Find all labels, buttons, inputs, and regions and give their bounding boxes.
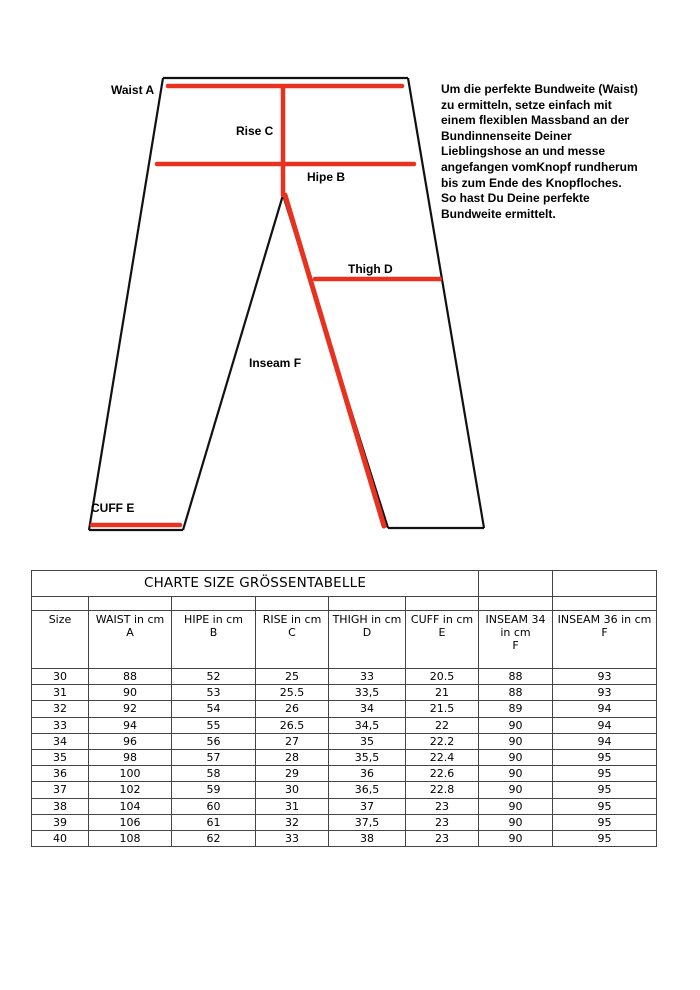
table-cell: 35,5 [329,749,406,765]
column-header-line1: WAIST in cm [95,613,165,626]
table-cell: 90 [479,814,553,830]
table-cell: 90 [479,798,553,814]
thigh-label: Thigh D [348,262,393,276]
column-header [479,611,553,669]
table-title [32,571,479,597]
table-title-text: CHARTE SIZE GRÖSSENTABELLE [143,575,367,591]
table-cell: 94 [553,701,657,717]
instruction-line: angefangen vomKnopf rundherum [441,159,638,174]
table-cell: 35 [32,749,89,765]
table-cell: 31 [256,798,329,814]
pants-outline [89,78,484,530]
waist-label: Waist A [111,83,155,97]
table-cell: 88 [479,685,553,701]
table-cell: 22.4 [406,749,479,765]
table-cell: 95 [553,830,657,846]
table-cell: 104 [89,798,172,814]
table-cell: 94 [553,717,657,733]
measuring-instructions [441,82,686,222]
column-header-line2: C [288,626,296,639]
table-cell: 90 [89,685,172,701]
column-header-line2: in cm [500,626,531,639]
table-cell: 57 [172,749,256,765]
column-header-line2: A [126,626,134,639]
table-row [32,717,657,733]
table-cell: 33 [256,830,329,846]
column-header [256,611,329,669]
empty-cell [32,597,89,611]
table-cell: 36 [329,766,406,782]
table-cell: 23 [406,830,479,846]
table-cell: 90 [479,830,553,846]
column-header-line2: B [209,626,218,639]
table-cell: 100 [89,766,172,782]
table-row [32,830,657,846]
table-cell: 92 [89,701,172,717]
table-cell: 35 [329,733,406,749]
column-header [553,611,657,669]
instruction-line: Bundweite ermittelt. [441,206,556,221]
table-cell: 22.8 [406,782,479,798]
table-cell: 37 [329,798,406,814]
column-header-line1: RISE in cm [262,613,322,626]
table-cell: 36 [32,766,89,782]
column-header-line1: INSEAM 36 in cm [557,613,652,626]
table-row [32,766,657,782]
table-cell: 59 [172,782,256,798]
table-cell: 23 [406,814,479,830]
table-cell: 25.5 [256,685,329,701]
empty-cell [553,571,657,597]
table-cell: 22 [406,717,479,733]
table-cell: 102 [89,782,172,798]
table-cell: 56 [172,733,256,749]
instruction-line: zu ermitteln, setze einfach mit [441,97,612,112]
table-cell: 21.5 [406,701,479,717]
column-header-line1: HIPE in cm [184,613,243,626]
table-cell: 96 [89,733,172,749]
table-title-row [32,571,657,597]
table-cell: 53 [172,685,256,701]
table-cell: 27 [256,733,329,749]
table-cell: 95 [553,798,657,814]
empty-cell [256,597,329,611]
column-header-line1: THIGH in cm [332,613,402,626]
table-cell: 88 [479,669,553,685]
table-cell: 36,5 [329,782,406,798]
empty-cell [479,597,553,611]
table-cell: 33,5 [329,685,406,701]
table-cell: 95 [553,782,657,798]
empty-cell [172,597,256,611]
table-cell: 90 [479,717,553,733]
table-cell: 93 [553,669,657,685]
table-cell: 52 [172,669,256,685]
column-header-line1: CUFF in cm [410,613,474,626]
empty-cell [479,571,553,597]
table-cell: 32 [256,814,329,830]
column-header-line1: INSEAM 34 [485,613,546,626]
instruction-line: einem flexiblen Massband an der [441,113,630,128]
table-cell: 94 [553,733,657,749]
table-cell: 33 [329,669,406,685]
table-cell: 26.5 [256,717,329,733]
table-cell: 25 [256,669,329,685]
table-cell: 37,5 [329,814,406,830]
table-cell: 106 [89,814,172,830]
table-cell: 95 [553,749,657,765]
table-cell: 33 [32,717,89,733]
table-cell: 61 [172,814,256,830]
column-header [32,611,89,669]
cuff-label: CUFF E [91,501,135,515]
table-cell: 90 [479,782,553,798]
table-cell: 26 [256,701,329,717]
table-cell: 29 [256,766,329,782]
table-cell: 22.2 [406,733,479,749]
table-row [32,782,657,798]
inseam-label: Inseam F [249,356,302,370]
table-cell: 38 [32,798,89,814]
table-row [32,701,657,717]
table-cell: 32 [32,701,89,717]
table-cell: 37 [32,782,89,798]
table-cell: 30 [256,782,329,798]
table-cell: 60 [172,798,256,814]
instruction-line: So hast Du Deine perfekte [441,191,590,206]
table-cell: 40 [32,830,89,846]
table-header-row [32,611,657,669]
table-cell: 55 [172,717,256,733]
table-cell: 95 [553,814,657,830]
column-header [406,611,479,669]
empty-cell [329,597,406,611]
column-header [329,611,406,669]
table-row [32,685,657,701]
table-cell: 54 [172,701,256,717]
table-cell: 28 [256,749,329,765]
table-cell: 88 [89,669,172,685]
table-cell: 22.6 [406,766,479,782]
table-cell: 62 [172,830,256,846]
table-row [32,669,657,685]
table-cell: 38 [329,830,406,846]
table-cell: 39 [32,814,89,830]
table-row [32,814,657,830]
table-cell: 108 [89,830,172,846]
size-chart-table [31,570,657,847]
table-spacer-row [32,597,657,611]
table-cell: 21 [406,685,479,701]
column-header-line2: F [601,626,608,639]
table-cell: 93 [553,685,657,701]
table-row [32,798,657,814]
instruction-line: Um die perfekte Bundweite (Waist) [441,82,638,96]
instruction-line: Bundinnenseite Deiner [441,128,572,143]
empty-cell [406,597,479,611]
column-header-line3: F [512,639,519,652]
empty-cell [89,597,172,611]
table-cell: 34 [329,701,406,717]
empty-cell [553,597,657,611]
column-header-line1: Size [48,613,72,626]
table-cell: 30 [32,669,89,685]
table-cell: 90 [479,749,553,765]
measurement-lines [92,86,440,526]
table-cell: 95 [553,766,657,782]
table-cell: 98 [89,749,172,765]
table-cell: 94 [89,717,172,733]
table-cell: 20.5 [406,669,479,685]
column-header [172,611,256,669]
rise-label: Rise C [236,124,274,138]
column-header [89,611,172,669]
table-cell: 90 [479,766,553,782]
column-header-line2: D [362,626,372,639]
table-cell: 31 [32,685,89,701]
table-row [32,749,657,765]
table-cell: 34 [32,733,89,749]
table-cell: 89 [479,701,553,717]
table-cell: 58 [172,766,256,782]
instruction-line: Lieblingshose an und messe [441,144,606,159]
table-cell: 23 [406,798,479,814]
hipe-label: Hipe B [307,170,346,184]
table-cell: 34,5 [329,717,406,733]
instruction-line: bis zum Ende des Knopfloches. [441,175,622,190]
table-row [32,733,657,749]
column-header-line2: E [438,626,446,639]
table-cell: 90 [479,733,553,749]
